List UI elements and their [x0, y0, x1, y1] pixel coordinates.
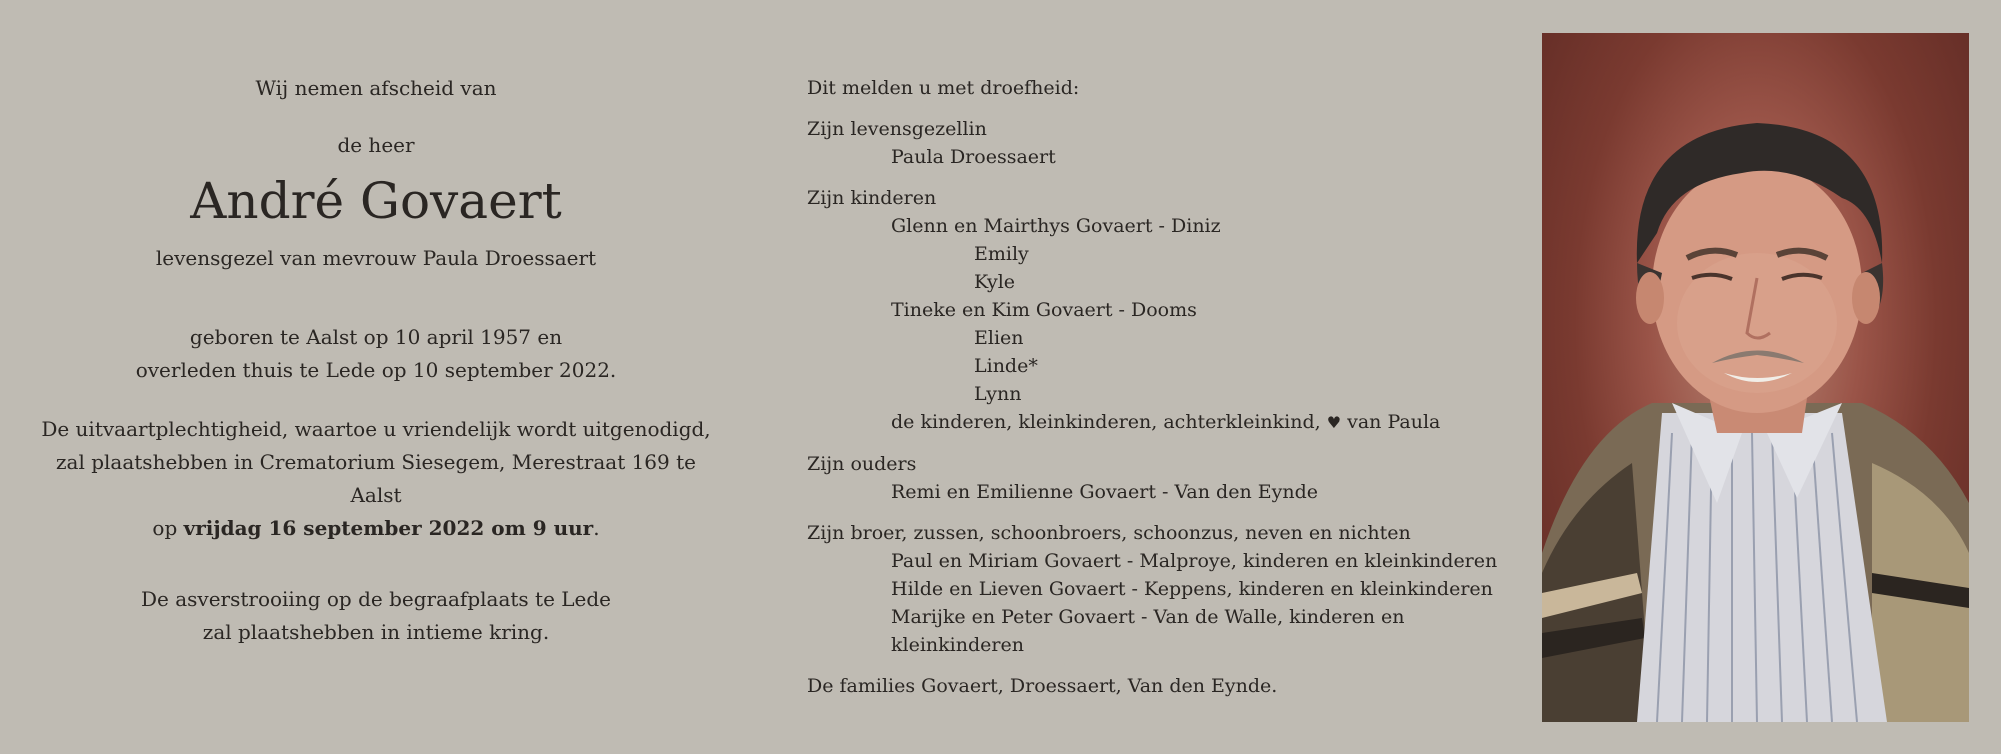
intro-text: Wij nemen afscheid van	[255, 76, 497, 100]
portrait-illustration	[1542, 33, 1969, 722]
partner-heading: Zijn levensgezellin	[807, 118, 987, 140]
salutation: de heer	[337, 133, 415, 157]
grandchild-entry: Emily	[974, 243, 1029, 265]
portrait-photo	[1542, 33, 1969, 722]
ashes-line-2: zal plaatshebben in intieme kring.	[202, 620, 550, 644]
parents-heading: Zijn ouders	[807, 453, 917, 475]
sibling-entry: Marijke en Peter Govaert - Van de Walle, kinderen en kleinkinderen	[891, 606, 1405, 656]
death-line: overleden thuis te Lede op 10 september 2022.	[135, 358, 617, 382]
grandchild-entry: Elien	[974, 327, 1024, 349]
announcement-right-column	[807, 74, 1527, 700]
grandchild-entry: Linde*	[974, 355, 1038, 377]
partner-group	[807, 115, 1527, 171]
grandchild-entry: Lynn	[974, 383, 1022, 405]
partner-line: levensgezel van mevrouw Paula Droessaert	[155, 246, 597, 270]
parents-names: Remi en Emilienne Govaert - Van den Eynde	[891, 481, 1318, 503]
children-group	[807, 184, 1527, 437]
extended-family-line	[807, 408, 1527, 437]
funeral-date: vrijdag 16 september 2022 om 9 uur	[183, 516, 594, 540]
heart-icon: ♥	[1326, 413, 1342, 432]
ashes-line-1: De asverstrooiing op de begraafplaats te Lede	[140, 587, 612, 611]
siblings-heading: Zijn broer, zussen, schoonbroers, schoonzus, neven en nichten	[807, 522, 1411, 544]
partner-name: Paula Droessaert	[891, 146, 1056, 168]
funeral-line-3	[40, 512, 712, 545]
funeral-suffix: .	[593, 516, 600, 540]
families-line: De families Govaert, Droessaert, Van den Eynde.	[807, 675, 1278, 697]
birth-line: geboren te Aalst op 10 april 1957 en	[189, 325, 563, 349]
sibling-entry: Hilde en Lieven Govaert - Keppens, kinderen en kleinkinderen	[891, 578, 1493, 600]
child-entry: Glenn en Mairthys Govaert - Diniz	[891, 215, 1221, 237]
funeral-line-1: De uitvaartplechtigheid, waartoe u vriendelijk wordt uitgenodigd,	[41, 417, 711, 441]
announce-heading: Dit melden u met droefheid:	[807, 77, 1080, 99]
funeral-prefix: op	[152, 516, 184, 540]
grandchild-entry: Kyle	[974, 271, 1016, 293]
siblings-group	[807, 519, 1527, 659]
extended-prefix: de kinderen, kleinkinderen, achterkleinkind,	[891, 411, 1327, 433]
parents-group	[807, 450, 1527, 506]
sibling-entry: Paul en Miriam Govaert - Malproye, kinderen en kleinkinderen	[891, 550, 1498, 572]
families-group	[807, 672, 1527, 700]
deceased-name: André Govaert	[190, 172, 562, 230]
children-heading: Zijn kinderen	[807, 187, 937, 209]
extended-suffix: van Paula	[1341, 411, 1441, 433]
funeral-line-2: zal plaatshebben in Crematorium Siesegem, Merestraat 169 te Aalst	[56, 450, 696, 507]
child-entry: Tineke en Kim Govaert - Dooms	[891, 299, 1197, 321]
announcement-left-column	[40, 72, 712, 649]
